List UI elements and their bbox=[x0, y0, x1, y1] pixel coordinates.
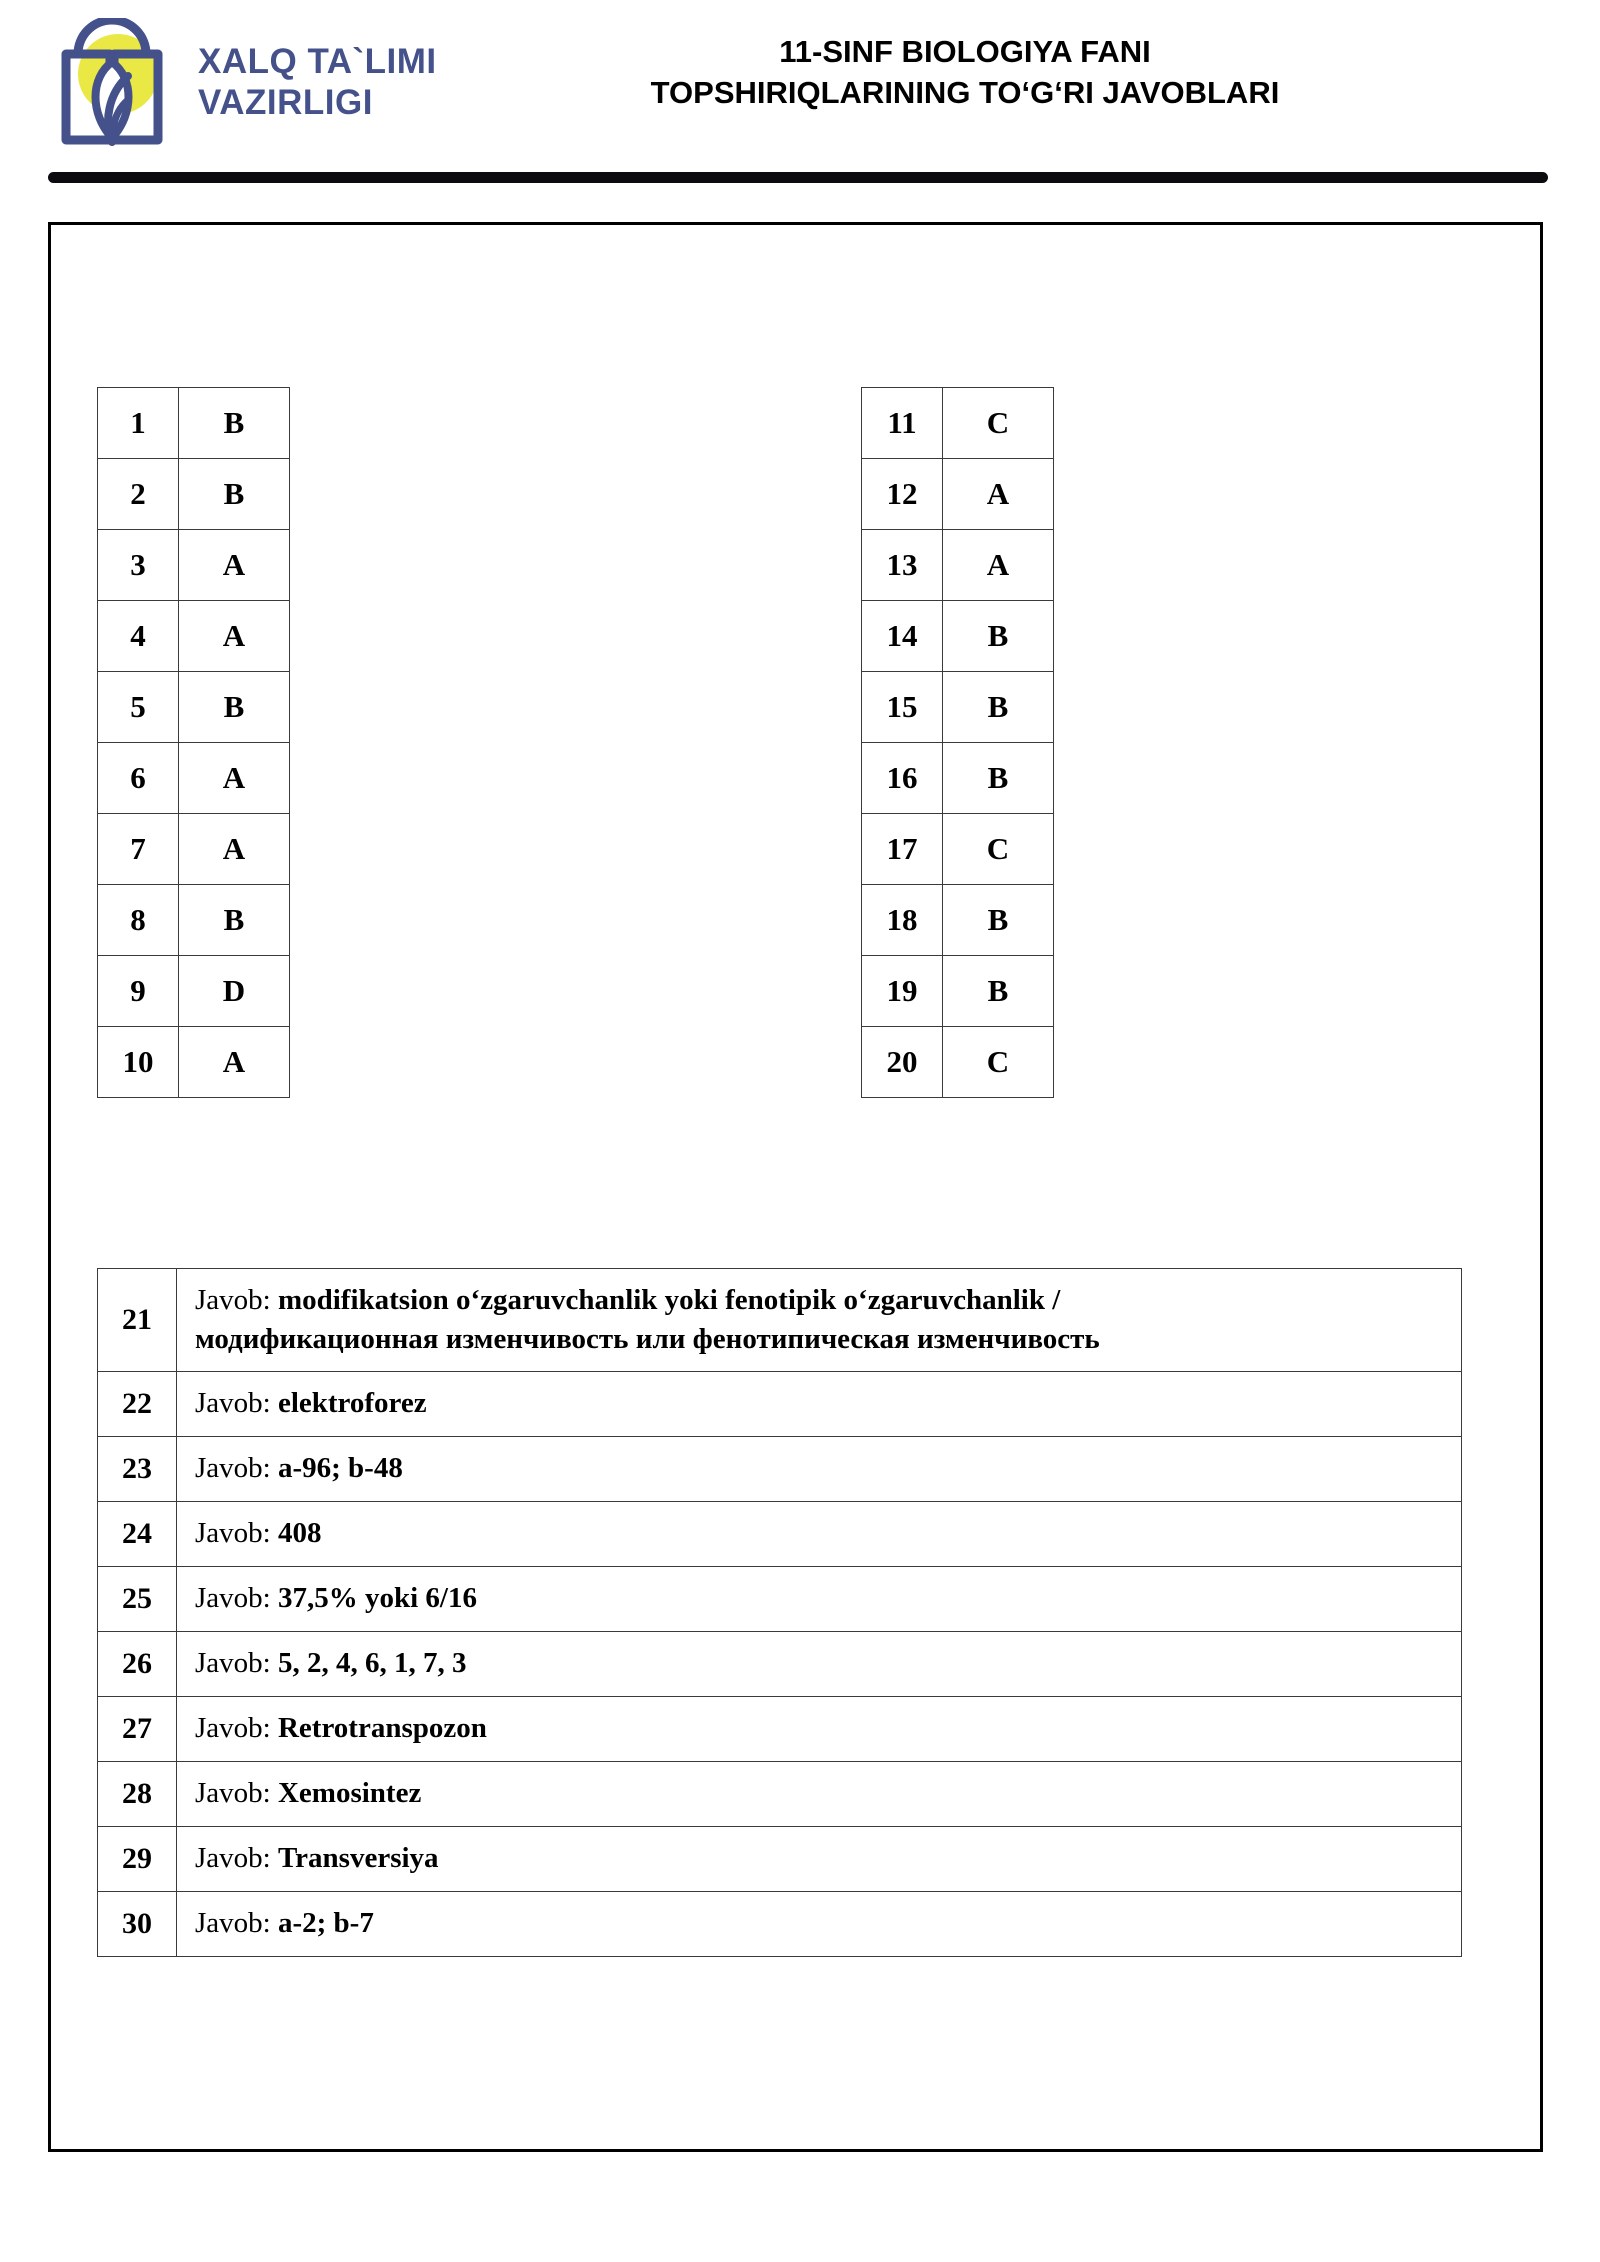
answer-text bbox=[177, 1892, 1462, 1957]
table-row bbox=[98, 530, 290, 601]
page-title-line-1: 11-SINF BIOLOGIYA FANI bbox=[779, 34, 1151, 69]
question-number: 2 bbox=[98, 459, 179, 530]
table-row bbox=[862, 530, 1054, 601]
question-number: 24 bbox=[98, 1502, 177, 1567]
question-number: 12 bbox=[862, 459, 943, 530]
answer-letter: B bbox=[179, 388, 290, 459]
answer-label: Javob: bbox=[195, 1387, 271, 1420]
question-number: 4 bbox=[98, 601, 179, 672]
table-row bbox=[862, 1027, 1054, 1098]
question-number: 15 bbox=[862, 672, 943, 743]
question-number: 29 bbox=[98, 1827, 177, 1892]
table-row bbox=[98, 1697, 1462, 1762]
answer-value: a-2; b-7 bbox=[277, 1907, 374, 1940]
answer-letter: B bbox=[943, 743, 1054, 814]
answer-letter: C bbox=[943, 1027, 1054, 1098]
table-row bbox=[98, 601, 290, 672]
answer-letter: A bbox=[179, 1027, 290, 1098]
question-number: 1 bbox=[98, 388, 179, 459]
answer-letter: B bbox=[179, 885, 290, 956]
table-row bbox=[98, 1762, 1462, 1827]
table-row bbox=[98, 388, 290, 459]
answer-text bbox=[177, 1437, 1462, 1502]
answer-label: Javob: bbox=[195, 1284, 271, 1317]
answer-label: Javob: bbox=[195, 1517, 271, 1550]
ministry-logo-text bbox=[198, 41, 437, 124]
question-number: 11 bbox=[862, 388, 943, 459]
table-row bbox=[862, 743, 1054, 814]
answer-text bbox=[177, 1762, 1462, 1827]
question-number: 23 bbox=[98, 1437, 177, 1502]
question-number: 10 bbox=[98, 1027, 179, 1098]
table-row bbox=[98, 1502, 1462, 1567]
answer-text bbox=[177, 1502, 1462, 1567]
answer-letter: B bbox=[179, 459, 290, 530]
ministry-logo bbox=[52, 18, 437, 146]
answer-value-line-2: модификационная изменчивость или фенотипическая изменчивость bbox=[195, 1323, 1100, 1355]
question-number: 25 bbox=[98, 1567, 177, 1632]
answer-text bbox=[177, 1697, 1462, 1762]
table-row bbox=[98, 956, 290, 1027]
mcq-table-right bbox=[861, 387, 1054, 1098]
table-row bbox=[862, 388, 1054, 459]
question-number: 14 bbox=[862, 601, 943, 672]
answer-letter: A bbox=[179, 814, 290, 885]
question-number: 16 bbox=[862, 743, 943, 814]
table-row bbox=[862, 601, 1054, 672]
answer-letter: B bbox=[943, 885, 1054, 956]
table-row bbox=[98, 1632, 1462, 1697]
answer-text bbox=[177, 1269, 1462, 1372]
question-number: 26 bbox=[98, 1632, 177, 1697]
answer-value: elektroforez bbox=[277, 1387, 427, 1420]
answer-letter: B bbox=[943, 601, 1054, 672]
question-number: 30 bbox=[98, 1892, 177, 1957]
question-number: 13 bbox=[862, 530, 943, 601]
logo-line-1: XALQ TA`LIMI bbox=[198, 41, 437, 81]
written-answers-table bbox=[97, 1268, 1462, 1957]
question-number: 20 bbox=[862, 1027, 943, 1098]
answer-value: 5, 2, 4, 6, 1, 7, 3 bbox=[277, 1647, 467, 1680]
table-row bbox=[98, 814, 290, 885]
answer-value: Retrotranspozon bbox=[277, 1712, 487, 1745]
answer-letter: A bbox=[179, 743, 290, 814]
mcq-table-left bbox=[97, 387, 290, 1098]
answer-letter: C bbox=[943, 388, 1054, 459]
answer-letter: B bbox=[943, 672, 1054, 743]
question-number: 5 bbox=[98, 672, 179, 743]
table-row bbox=[862, 814, 1054, 885]
answer-text bbox=[177, 1827, 1462, 1892]
answer-text bbox=[177, 1632, 1462, 1697]
answer-label: Javob: bbox=[195, 1647, 271, 1680]
question-number: 3 bbox=[98, 530, 179, 601]
answer-text bbox=[177, 1372, 1462, 1437]
answer-letter: A bbox=[179, 601, 290, 672]
answer-label: Javob: bbox=[195, 1777, 271, 1810]
question-number: 9 bbox=[98, 956, 179, 1027]
question-number: 6 bbox=[98, 743, 179, 814]
table-row bbox=[862, 459, 1054, 530]
table-row bbox=[98, 459, 290, 530]
question-number: 8 bbox=[98, 885, 179, 956]
answer-value: Transversiya bbox=[277, 1842, 439, 1875]
answer-letter: B bbox=[943, 956, 1054, 1027]
answer-label: Javob: bbox=[195, 1452, 271, 1485]
table-row bbox=[862, 885, 1054, 956]
book-sun-logo-icon bbox=[52, 18, 180, 146]
question-number: 17 bbox=[862, 814, 943, 885]
table-row bbox=[98, 885, 290, 956]
question-number: 21 bbox=[98, 1269, 177, 1372]
page-title bbox=[420, 32, 1510, 114]
answer-letter: D bbox=[179, 956, 290, 1027]
table-row bbox=[98, 1372, 1462, 1437]
table-row bbox=[98, 1269, 1462, 1372]
question-number: 7 bbox=[98, 814, 179, 885]
answer-label: Javob: bbox=[195, 1582, 271, 1615]
page-header bbox=[0, 0, 1600, 160]
answer-value: 37,5% yoki 6/16 bbox=[277, 1582, 477, 1615]
answer-letter: C bbox=[943, 814, 1054, 885]
answer-value-line-1: modifikatsion o‘zgaruvchanlik yoki fenotipik o‘zgaruvchanlik / bbox=[277, 1284, 1061, 1317]
question-number: 19 bbox=[862, 956, 943, 1027]
question-number: 18 bbox=[862, 885, 943, 956]
table-row bbox=[98, 1567, 1462, 1632]
answer-label: Javob: bbox=[195, 1712, 271, 1745]
question-number: 22 bbox=[98, 1372, 177, 1437]
answer-letter: A bbox=[943, 459, 1054, 530]
page-title-line-2: TOPSHIRIQLARINING TO‘G‘RI JAVOBLARI bbox=[650, 74, 1280, 110]
answer-label: Javob: bbox=[195, 1842, 271, 1875]
table-row bbox=[862, 672, 1054, 743]
answer-letter: A bbox=[943, 530, 1054, 601]
answer-letter: A bbox=[179, 530, 290, 601]
answer-value: a-96; b-48 bbox=[277, 1452, 403, 1485]
header-divider bbox=[48, 172, 1548, 183]
question-number: 27 bbox=[98, 1697, 177, 1762]
answer-text bbox=[177, 1567, 1462, 1632]
table-row bbox=[98, 743, 290, 814]
table-row bbox=[98, 1827, 1462, 1892]
question-number: 28 bbox=[98, 1762, 177, 1827]
answer-value: 408 bbox=[277, 1517, 322, 1550]
answer-label: Javob: bbox=[195, 1907, 271, 1940]
logo-line-2: VAZIRLIGI bbox=[198, 83, 373, 122]
table-row bbox=[862, 956, 1054, 1027]
content-frame bbox=[48, 222, 1543, 2152]
answer-value: Xemosintez bbox=[277, 1777, 422, 1810]
answer-letter: B bbox=[179, 672, 290, 743]
table-row bbox=[98, 1437, 1462, 1502]
table-row bbox=[98, 1027, 290, 1098]
table-row bbox=[98, 672, 290, 743]
table-row bbox=[98, 1892, 1462, 1957]
